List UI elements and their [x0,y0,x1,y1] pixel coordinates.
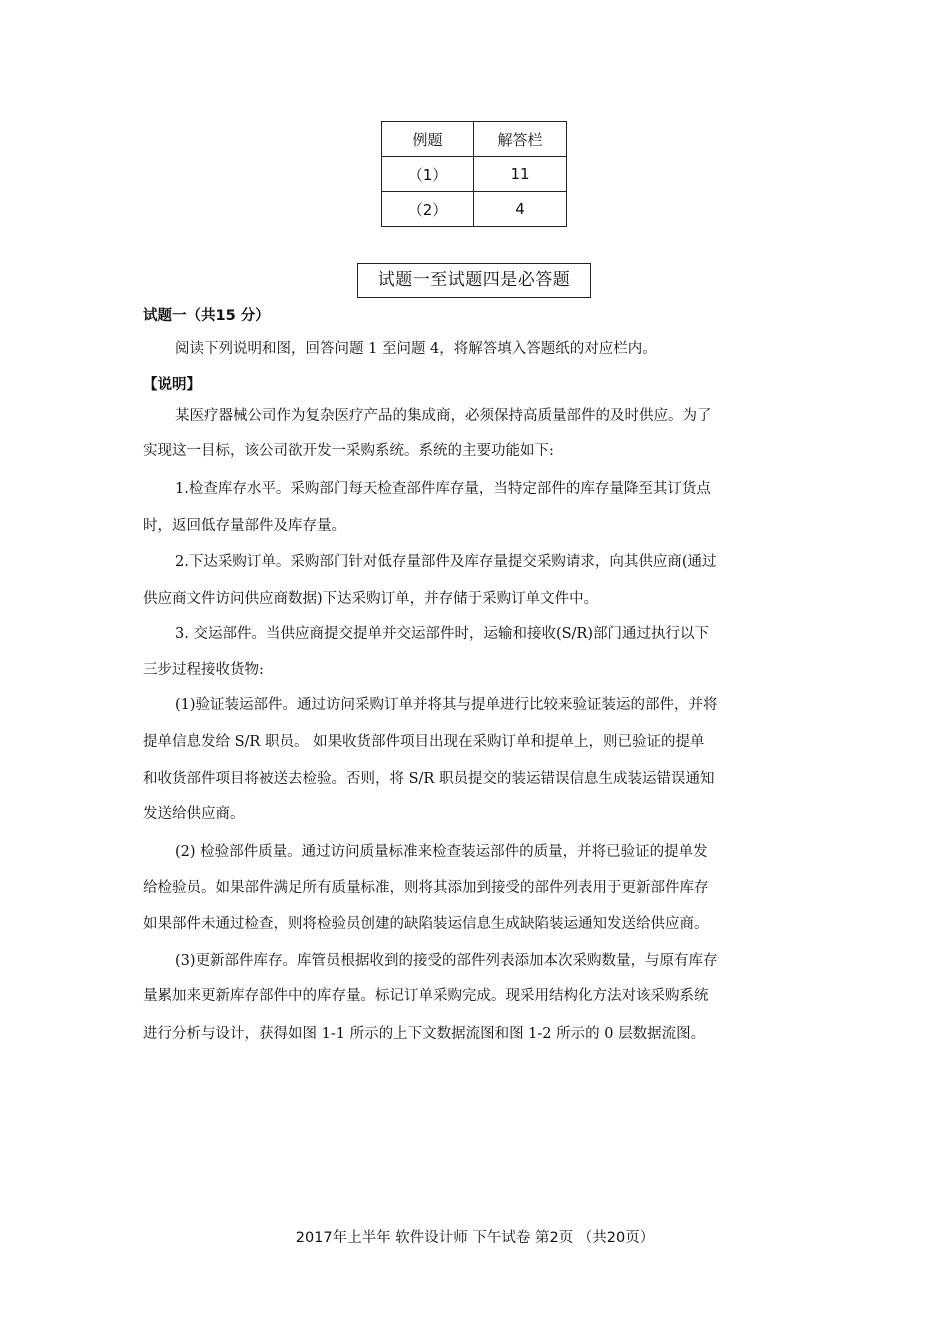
body-line: (2) 检验部件质量。通过访问质量标准来检查装运部件的质量，并将已验证的提单发 [175,844,708,860]
table-cell: （1） [382,157,474,192]
body-line: 量累加来更新库存部件中的库存量。标记订单采购完成。现采用结构化方法对该采购系统 [143,988,709,1004]
body-line: 三步过程接收货物: [143,662,264,678]
table-cell: （2） [382,192,474,227]
body-line: 时，返回低存量部件及库存量。 [143,518,346,534]
table-header-cell: 解答栏 [474,122,567,157]
body-line: 某医疗器械公司作为复杂医疗产品的集成商，必须保持高质量部件的及时供应。为了 [175,408,712,424]
instruction-text: 阅读下列说明和图，回答问题 1 至问题 4，将解答填入答题纸的对应栏内。 [175,341,657,357]
body-line: 3. 交运部件。当供应商提交提单并交运部件时，运输和接收(S/R)部门通过执行以下 [175,626,709,642]
body-line: 2.下达采购订单。采购部门针对低存量部件及库存量提交采购请求，向其供应商(通过 [175,554,717,570]
body-line: 实现这一目标，该公司欲开发一采购系统。系统的主要功能如下: [143,443,554,459]
table-header-cell: 例题 [382,122,474,157]
body-line: 发送给供应商。 [143,806,245,822]
table-header-row [382,122,567,157]
body-line: (3)更新部件库存。库管员根据收到的接受的部件列表添加本次采购数量，与原有库存 [175,953,718,969]
table-cell: 4 [474,192,567,227]
question-heading: 试题一（共15 分） [143,308,270,324]
body-line: 进行分析与设计，获得如图 1-1 所示的上下文数据流图和图 1-2 所示的 0 层数据流图。 [143,1026,706,1042]
table-row [382,157,567,192]
body-line: 如果部件未通过检查，则将检验员创建的缺陷装运信息生成缺陷装运通知发送给供应商。 [143,916,709,932]
body-line: 给检验员。如果部件满足所有质量标准，则将其添加到接受的部件列表用于更新部件库存 [143,880,709,896]
table-row [382,192,567,227]
section-label: 【说明】 [143,377,201,393]
table-cell: 11 [474,157,567,192]
body-line: 1.检查库存水平。采购部门每天检查部件库存量，当特定部件的库存量降至其订货点 [175,481,711,497]
body-line: 和收货部件项目将被送去检验。否则，将 S/R 职员提交的装运错误信息生成装运错误通知 [143,771,715,787]
body-line: (1)验证装运部件。通过访问采购订单并将其与提单进行比较来验证装运的部件，并将 [175,697,718,713]
page-footer: 2017年上半年 软件设计师 下午试卷 第2页 （共20页） [295,1230,655,1246]
body-line: 提单信息发给 S/R 职员。 如果收货部件项目出现在采购订单和提单上，则已验证的提单 [143,734,705,750]
body-line: 供应商文件访问供应商数据)下达采购订单，并存储于采购订单文件中。 [143,591,599,607]
required-questions-note: 试题一至试题四是必答题 [357,263,591,298]
example-table [381,121,567,227]
